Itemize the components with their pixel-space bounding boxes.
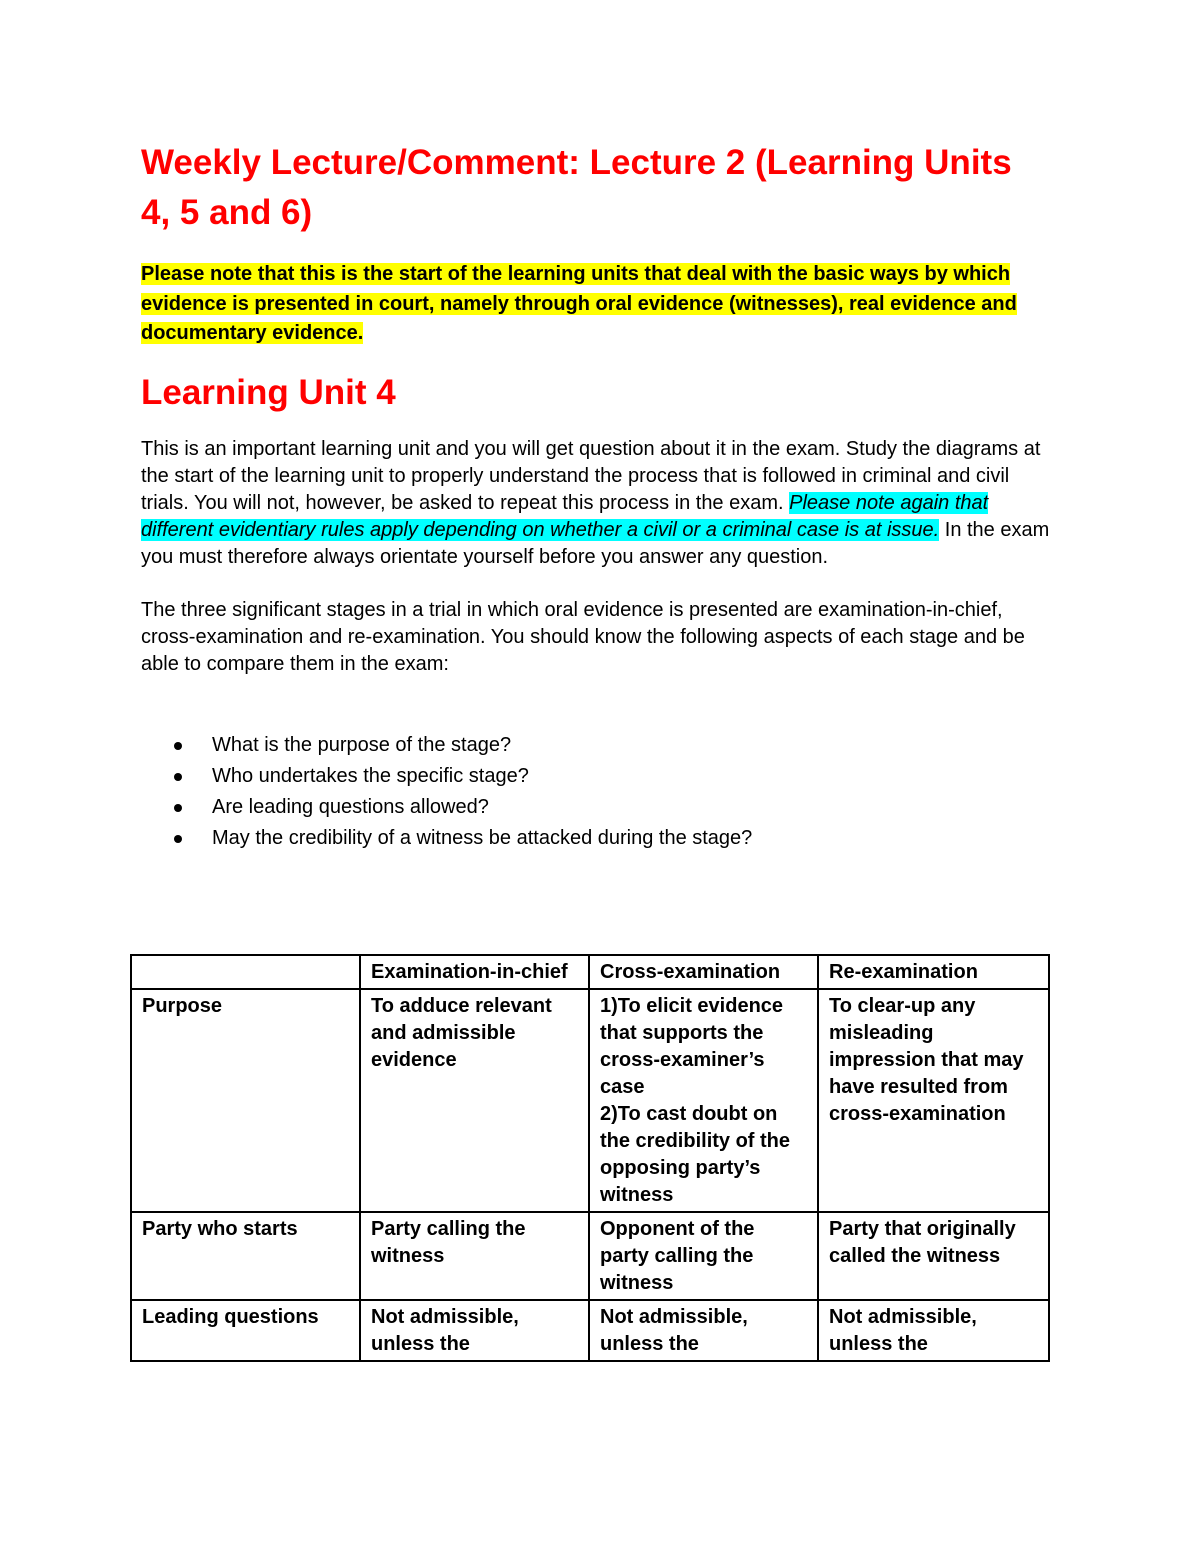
cell-text: To adduce relevant and admissible evidence [371, 995, 552, 1071]
table-header-cell: Re-examination [818, 955, 1049, 989]
row-label-party-who-starts: Party who starts [131, 1212, 360, 1300]
table-header-row [131, 955, 1049, 989]
stages-paragraph: The three significant stages in a trial in which oral evidence is presented are examination-in-chief, cross-examination and re-examination. You should know the following aspects of each stage and be able to compare them in the exam: [141, 598, 1025, 675]
table-header-cell [131, 955, 360, 989]
bullet-icon [174, 804, 182, 812]
bullet-icon [174, 773, 182, 781]
intro-text-end: In the exam you must therefore always orientate yourself before you answer any question. [141, 518, 1050, 568]
table-cell [589, 1300, 818, 1361]
bullet-icon [174, 835, 182, 843]
document-title: Weekly Lecture/Comment: Lecture 2 (Learning Units 4, 5 and 6) [141, 143, 1012, 232]
list-item [174, 761, 1061, 792]
bullet-icon [174, 742, 182, 750]
cell-text: Party that originally called the witness [829, 1218, 1016, 1267]
list-item [174, 823, 1061, 854]
table-row [131, 1300, 1049, 1361]
list-item [174, 792, 1061, 823]
document-page [141, 138, 1061, 854]
table-row [131, 989, 1049, 1212]
learning-unit-heading: Learning Unit 4 [141, 372, 396, 412]
table-cell [360, 989, 589, 1212]
table-header-cell: Examination-in-chief [360, 955, 589, 989]
table-header-cell: Cross-examination [589, 955, 818, 989]
cell-text: To clear-up any misleading impression that may have resulted from cross-examination [829, 995, 1024, 1125]
row-label-leading-questions: Leading questions [131, 1300, 360, 1361]
cell-text: 1)To elicit evidence that supports the cross-examiner’s case [600, 995, 784, 1098]
table-cell [818, 1300, 1049, 1361]
table-cell [360, 1212, 589, 1300]
notice-highlight: Please note that this is the start of the learning units that deal with the basic ways by which evidence is presented in court, namely through oral evidence (witnesses), real evidence and documentary evidence. [141, 263, 1017, 344]
cell-text: Not admissible, unless the [371, 1306, 519, 1355]
list-item-text: May the credibility of a witness be attacked during the stage? [212, 826, 753, 849]
table-row [131, 1212, 1049, 1300]
list-item-text: Are leading questions allowed? [212, 795, 489, 818]
intro-paragraph [141, 436, 1056, 571]
cell-text: 2)To cast doubt on the credibility of the opposing party’s witness [600, 1103, 791, 1206]
intro-highlight: Please note again that different evidentiary rules apply depending on whether a civil or a criminal case is at issue. [141, 491, 989, 541]
table-cell [589, 1212, 818, 1300]
list-item-text: Who undertakes the specific stage? [212, 764, 529, 787]
table-cell [818, 1212, 1049, 1300]
list-item [174, 730, 1061, 761]
list-item-text: What is the purpose of the stage? [212, 733, 512, 756]
comparison-table [130, 954, 1050, 1362]
table-cell [818, 989, 1049, 1212]
cell-text: Party calling the witness [371, 1218, 526, 1267]
cell-text: Opponent of the party calling the witness [600, 1218, 755, 1294]
aspects-list [141, 730, 1061, 854]
intro-text-start: This is an important learning unit and you will get question about it in the exam. Study the diagrams at the start of the learning unit to properly understand the process that is followed in criminal and civil trials. You will not, however, be asked to repeat this process in the exam. [141, 437, 1041, 514]
notice-paragraph [141, 260, 1061, 349]
cell-text: Not admissible, unless the [829, 1306, 977, 1355]
table-cell [360, 1300, 589, 1361]
cell-text: Not admissible, unless the [600, 1306, 748, 1355]
table-cell [589, 989, 818, 1212]
row-label-purpose: Purpose [131, 989, 360, 1212]
